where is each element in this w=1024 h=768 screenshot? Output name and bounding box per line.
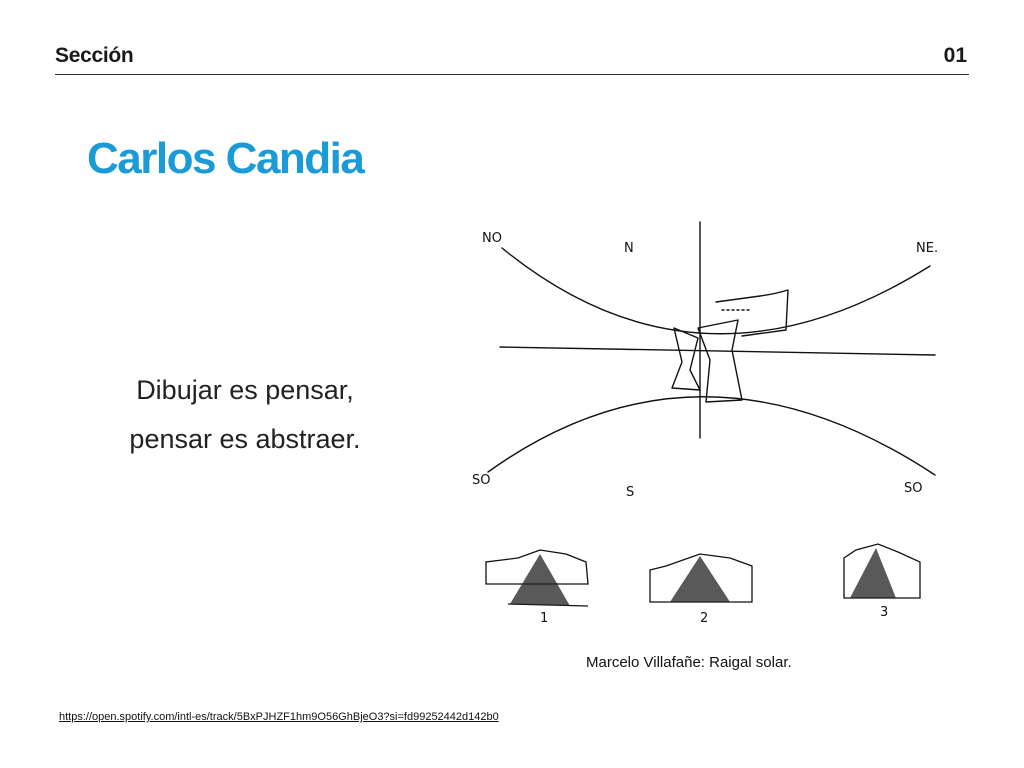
slide-title: Carlos Candia (87, 134, 364, 183)
elevation-sketch-2 (650, 554, 752, 626)
compass-so-left-label: SO (472, 473, 491, 488)
compass-so-right-label: SO (904, 481, 923, 496)
header-divider (55, 74, 969, 75)
quote-line-2: pensar es abstraer. (129, 424, 361, 454)
elevation-sketch-3 (844, 544, 920, 620)
variant-3-label: 3 (880, 605, 889, 620)
variant-1-label: 1 (540, 611, 549, 626)
quote-line-1: Dibujar es pensar, (136, 375, 354, 405)
compass-no-label: NO (482, 231, 502, 246)
compass-s-label: S (626, 485, 635, 500)
image-caption: Marcelo Villafañe: Raigal solar. (586, 654, 792, 671)
compass-ne-label: NE. (916, 241, 939, 256)
compass-n-label: N (624, 241, 634, 256)
spotify-link[interactable]: https://open.spotify.com/intl-es/track/5BxPJHZF1hm9O56GhBjeO3?si=fd99252442d142b0 (59, 711, 499, 723)
section-label: Sección (55, 44, 134, 67)
solar-sketch-drawing (460, 210, 980, 630)
variant-2-label: 2 (700, 611, 709, 626)
elevation-sketch-1 (486, 550, 588, 626)
slide-number: 01 (943, 44, 967, 67)
